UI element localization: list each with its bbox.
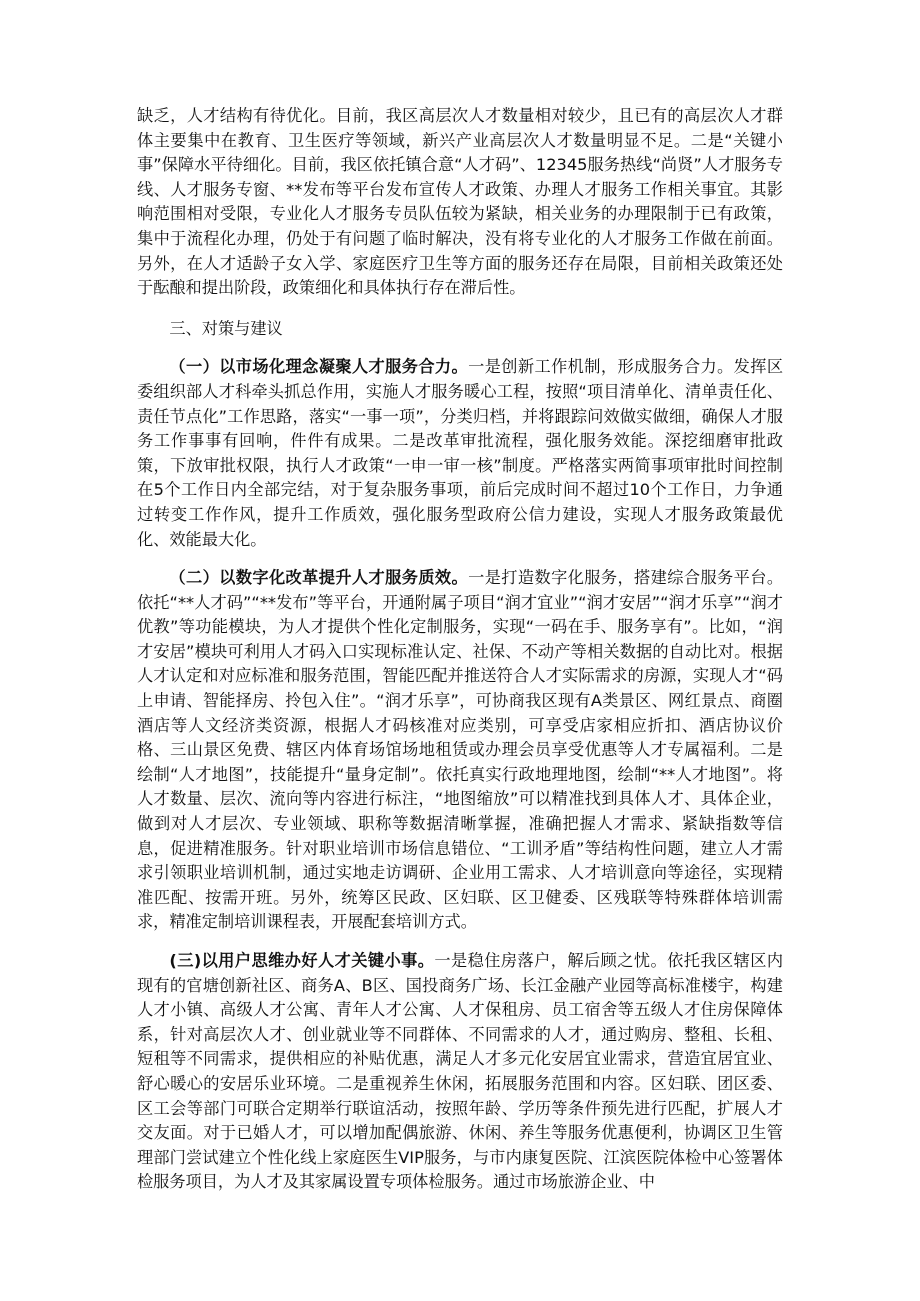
section-heading: 三、对策与建议	[169, 318, 283, 338]
section-1-paragraph	[137, 355, 783, 552]
section-3-paragraph	[137, 949, 783, 1195]
section-1-lead: （一）以市场化理念凝聚人才服务合力。	[169, 357, 469, 377]
section-3-lead: (三)以用户思维办好人才关键小事。	[169, 951, 435, 970]
section-2-lead: （二）以数字化改革提升人才服务质效。	[169, 568, 469, 588]
section-1-body: 一是创新工作机制，形成服务合力。发挥区委组织部人才科牵头抓总作用，实施人才服务暖心工程，按照“项目清单化、清单责任化、责任节点化”工作思路，落实“一事一项”，分类归档，并将跟踪问效做实做细，确保人才服务工作事事有回响，件件有成果。二是改革审批流程，强化服务效能。深挖细磨审批政策，下放审批权限，执行人才政策“一申一审一核”制度。严格落实两简事项审批时间控制在5个工作日内全部完结，对于复杂服务事项，前后完成时间不超过10个工作日，力争通过转变工作作风，提升工作质效，强化服务型政府公信力建设，实现人才服务政策最优化、效能最大化。	[137, 357, 784, 549]
section-3-body: 一是稳住房落户，解后顾之忧。依托我区辖区内现有的官塘创新社区、商务A、B区、国投商务广场、长江金融产业园等高标准楼宇，构建人才小镇、高级人才公寓、青年人才公寓、人才保租房、员工宿舍等五级人才住房保障体系，针对高层次人才、创业就业等不同群体、不同需求的人才，通过购房、整租、长租、短租等不同需求，提供相应的补贴优惠，满足人才多元化安居宜业需求，营造宜居宜业、舒心暖心的安居乐业环境。二是重视养生休闲，拓展服务范围和内容。区妇联、团区委、区工会等部门可联合定期举行联谊活动，按照年龄、学历等条件预先进行匹配，扩展人才交友面。对于已婚人才，可以增加配偶旅游、休闲、养生等服务优惠便利，协调区卫生管理部门尝试建立个性化线上家庭医生VIP服务，与市内康复医院、江滨医院体检中心签署体检服务项目，为人才及其家属设置专项体检服务。通过市场旅游企业、中	[137, 951, 784, 1192]
paragraph-continued: 缺乏，人才结构有待优化。目前，我区高层次人才数量相对较少，且已有的高层次人才群体主要集中在教育、卫生医疗等领域，新兴产业高层次人才数量明显不足。二是“关键小事”保障水平待细化。目前，我区依托镇合意“人才码”、12345服务热线“尚贤”人才服务专线、人才服务专窗、**发布等平台发布宣传人才政策、办理人才服务工作相关事宜。其影响范围相对受限，专业化人才服务专员队伍较为紧缺，相关业务的办理限制于已有政策，集中于流程化办理，仍处于有问题了临时解决，没有将专业化的人才服务工作做在前面。另外，在人才适龄子女入学、家庭医疗卫生等方面的服务还存在局限，目前相关政策还处于酝酿和提出阶段，政策细化和具体执行存在滞后性。	[137, 106, 783, 298]
document-body	[137, 104, 783, 1195]
section-2-paragraph	[137, 566, 783, 935]
section-2-body: 一是打造数字化服务，搭建综合服务平台。依托“**人才码”“**发布”等平台，开通附属子项目“润才宜业”“润才安居”“润才乐享”“润才优教”等功能模块，为人才提供个性化定制服务，实现“一码在手、服务享有”。比如，“润才安居”模块可利用人才码入口实现标准认定、社保、不动产等相关数据的自动比对。根据人才认定和对应标准和服务范围，智能匹配并推送符合人才实际需求的房源，实现人才“码上申请、智能择房、拎包入住”。“润才乐享”，可协商我区现有A类景区、网红景点、商圈酒店等人文经济类资源，根据人才码核准对应类别，可享受店家相应折扣、酒店协议价格、三山景区免费、辖区内体育场馆场地租赁或办理会员享受优惠等人才专属福利。二是绘制“人才地图”，技能提升“量身定制”。依托真实行政地理地图，绘制“**人才地图”。将人才数量、层次、流向等内容进行标注，“地图缩放”可以精准找到具体人才、具体企业，做到对人才层次、专业领域、职称等数据清晰掌握，准确把握人才需求、紧缺指数等信息，促进精准服务。针对职业培训市场信息错位、“工训矛盾”等结构性问题，建立人才需求引领职业培训机制，通过实地走访调研、企业用工需求、人才培训意向等途径，实现精准匹配、按需开班。另外，统筹区民政、区妇联、区卫健委、区残联等特殊群体培训需求，精准定制培训课程表，开展配套培训方式。	[137, 568, 784, 932]
